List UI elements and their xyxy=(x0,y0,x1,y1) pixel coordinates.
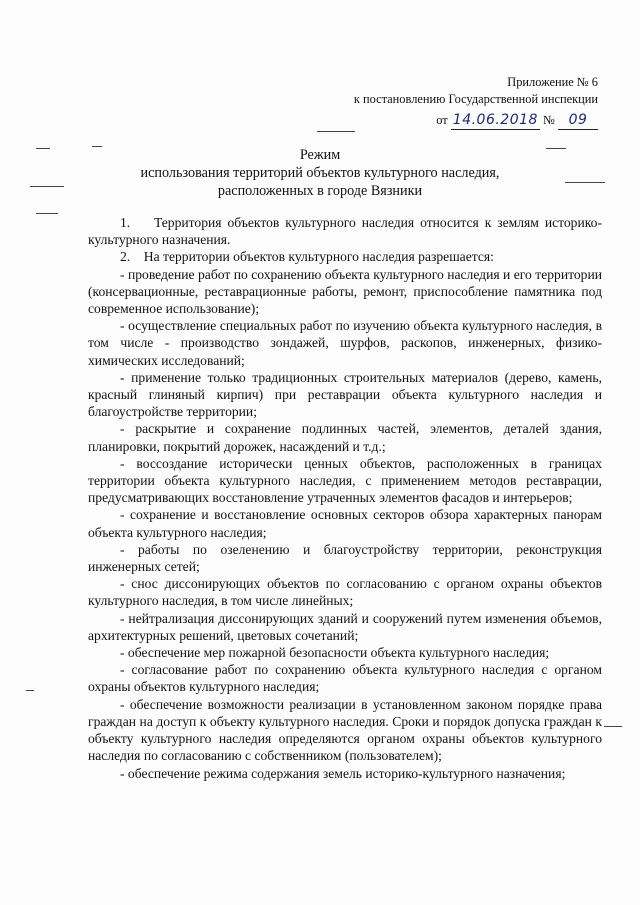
list-item: - сохранение и восстановление основных секторов обзора характерных панорам объекта культурного наследия; xyxy=(88,507,602,540)
title-line-1: Режим xyxy=(299,147,341,163)
appendix-subtitle: к постановлению Государственной инспекции xyxy=(353,92,598,106)
scan-mark xyxy=(26,690,34,691)
scan-mark xyxy=(36,213,58,214)
appendix-header xyxy=(354,74,598,130)
list-item: - снос диссонирующих объектов по согласованию с органом охраны объектов культурного наследия, в том числе линейных; xyxy=(88,576,602,609)
list-item: - согласование работ по сохранению объекта культурного наследия с органом охраны объектов культурного наследия; xyxy=(88,662,602,695)
paragraph-1: 1. Территория объектов культурного наследия относится к землям историко-культурного назначения. xyxy=(88,215,602,248)
number-label: № xyxy=(543,113,555,127)
list-item: - обеспечение мер пожарной безопасности объекта культурного наследия; xyxy=(120,645,550,661)
appendix-title: Приложение № 6 xyxy=(507,75,598,89)
list-item: - проведение работ по сохранению объекта культурного наследия и его территории (консервационные, реставрационные работы, ремонт, приспособление памятника под современное использование); xyxy=(88,266,602,317)
from-label: от xyxy=(436,113,448,127)
handwritten-date: 14.06.2018 xyxy=(452,112,538,128)
list-item: - воссоздание исторически ценных объектов, расположенных в границах территории объекта культурного наследия, с применением методов реставрации, предусматривающих восстановление утраченных элементов фасадов и интерьеров; xyxy=(88,455,602,506)
appendix-date-line xyxy=(354,112,598,130)
list-item: - обеспечение возможности реализации в установленном законом порядке права граждан на доступ к объекту культурного наследия. Сроки и порядок допуска граждан к объекту культурного наследия определяются органом охраны объектов культурного наследия по согласованию с собственником (пользователем); xyxy=(88,696,602,764)
scan-mark xyxy=(317,131,355,132)
list-item: - обеспечение режима содержания земель историко-культурного назначения; xyxy=(120,765,566,781)
list-item: - нейтрализация диссонирующих зданий и сооружений путем изменения объемов, архитектурных решений, цветовых сочетаний; xyxy=(88,610,602,643)
list-item: - раскрытие и сохранение подлинных частей, элементов, деталей здания, планировки, покрытий дорожек, насаждений и т.д.; xyxy=(88,421,602,454)
document-title xyxy=(0,146,640,200)
document-body xyxy=(88,214,602,782)
scan-mark xyxy=(604,726,622,727)
handwritten-number: 09 xyxy=(558,112,598,130)
list-item: - работы по озеленению и благоустройству территории, реконструкция инженерных сетей; xyxy=(88,541,602,575)
paragraph-2: 2. На территории объектов культурного наследия разрешается: xyxy=(120,249,494,265)
list-item: - применение только традиционных строительных материалов (дерево, камень, красный глиняный кирпич) при реставрации объекта культурного наследия и благоустройстве территории; xyxy=(88,369,602,420)
title-line-2: использования территорий объектов культурного наследия, xyxy=(140,165,500,181)
list-item: - осуществление специальных работ по изучению объекта культурного наследия, в том числе - производство зондажей, шурфов, раскопов, инженерных, физико-химических исследований; xyxy=(88,318,602,368)
title-line-3: расположенных в городе Вязники xyxy=(217,183,423,199)
